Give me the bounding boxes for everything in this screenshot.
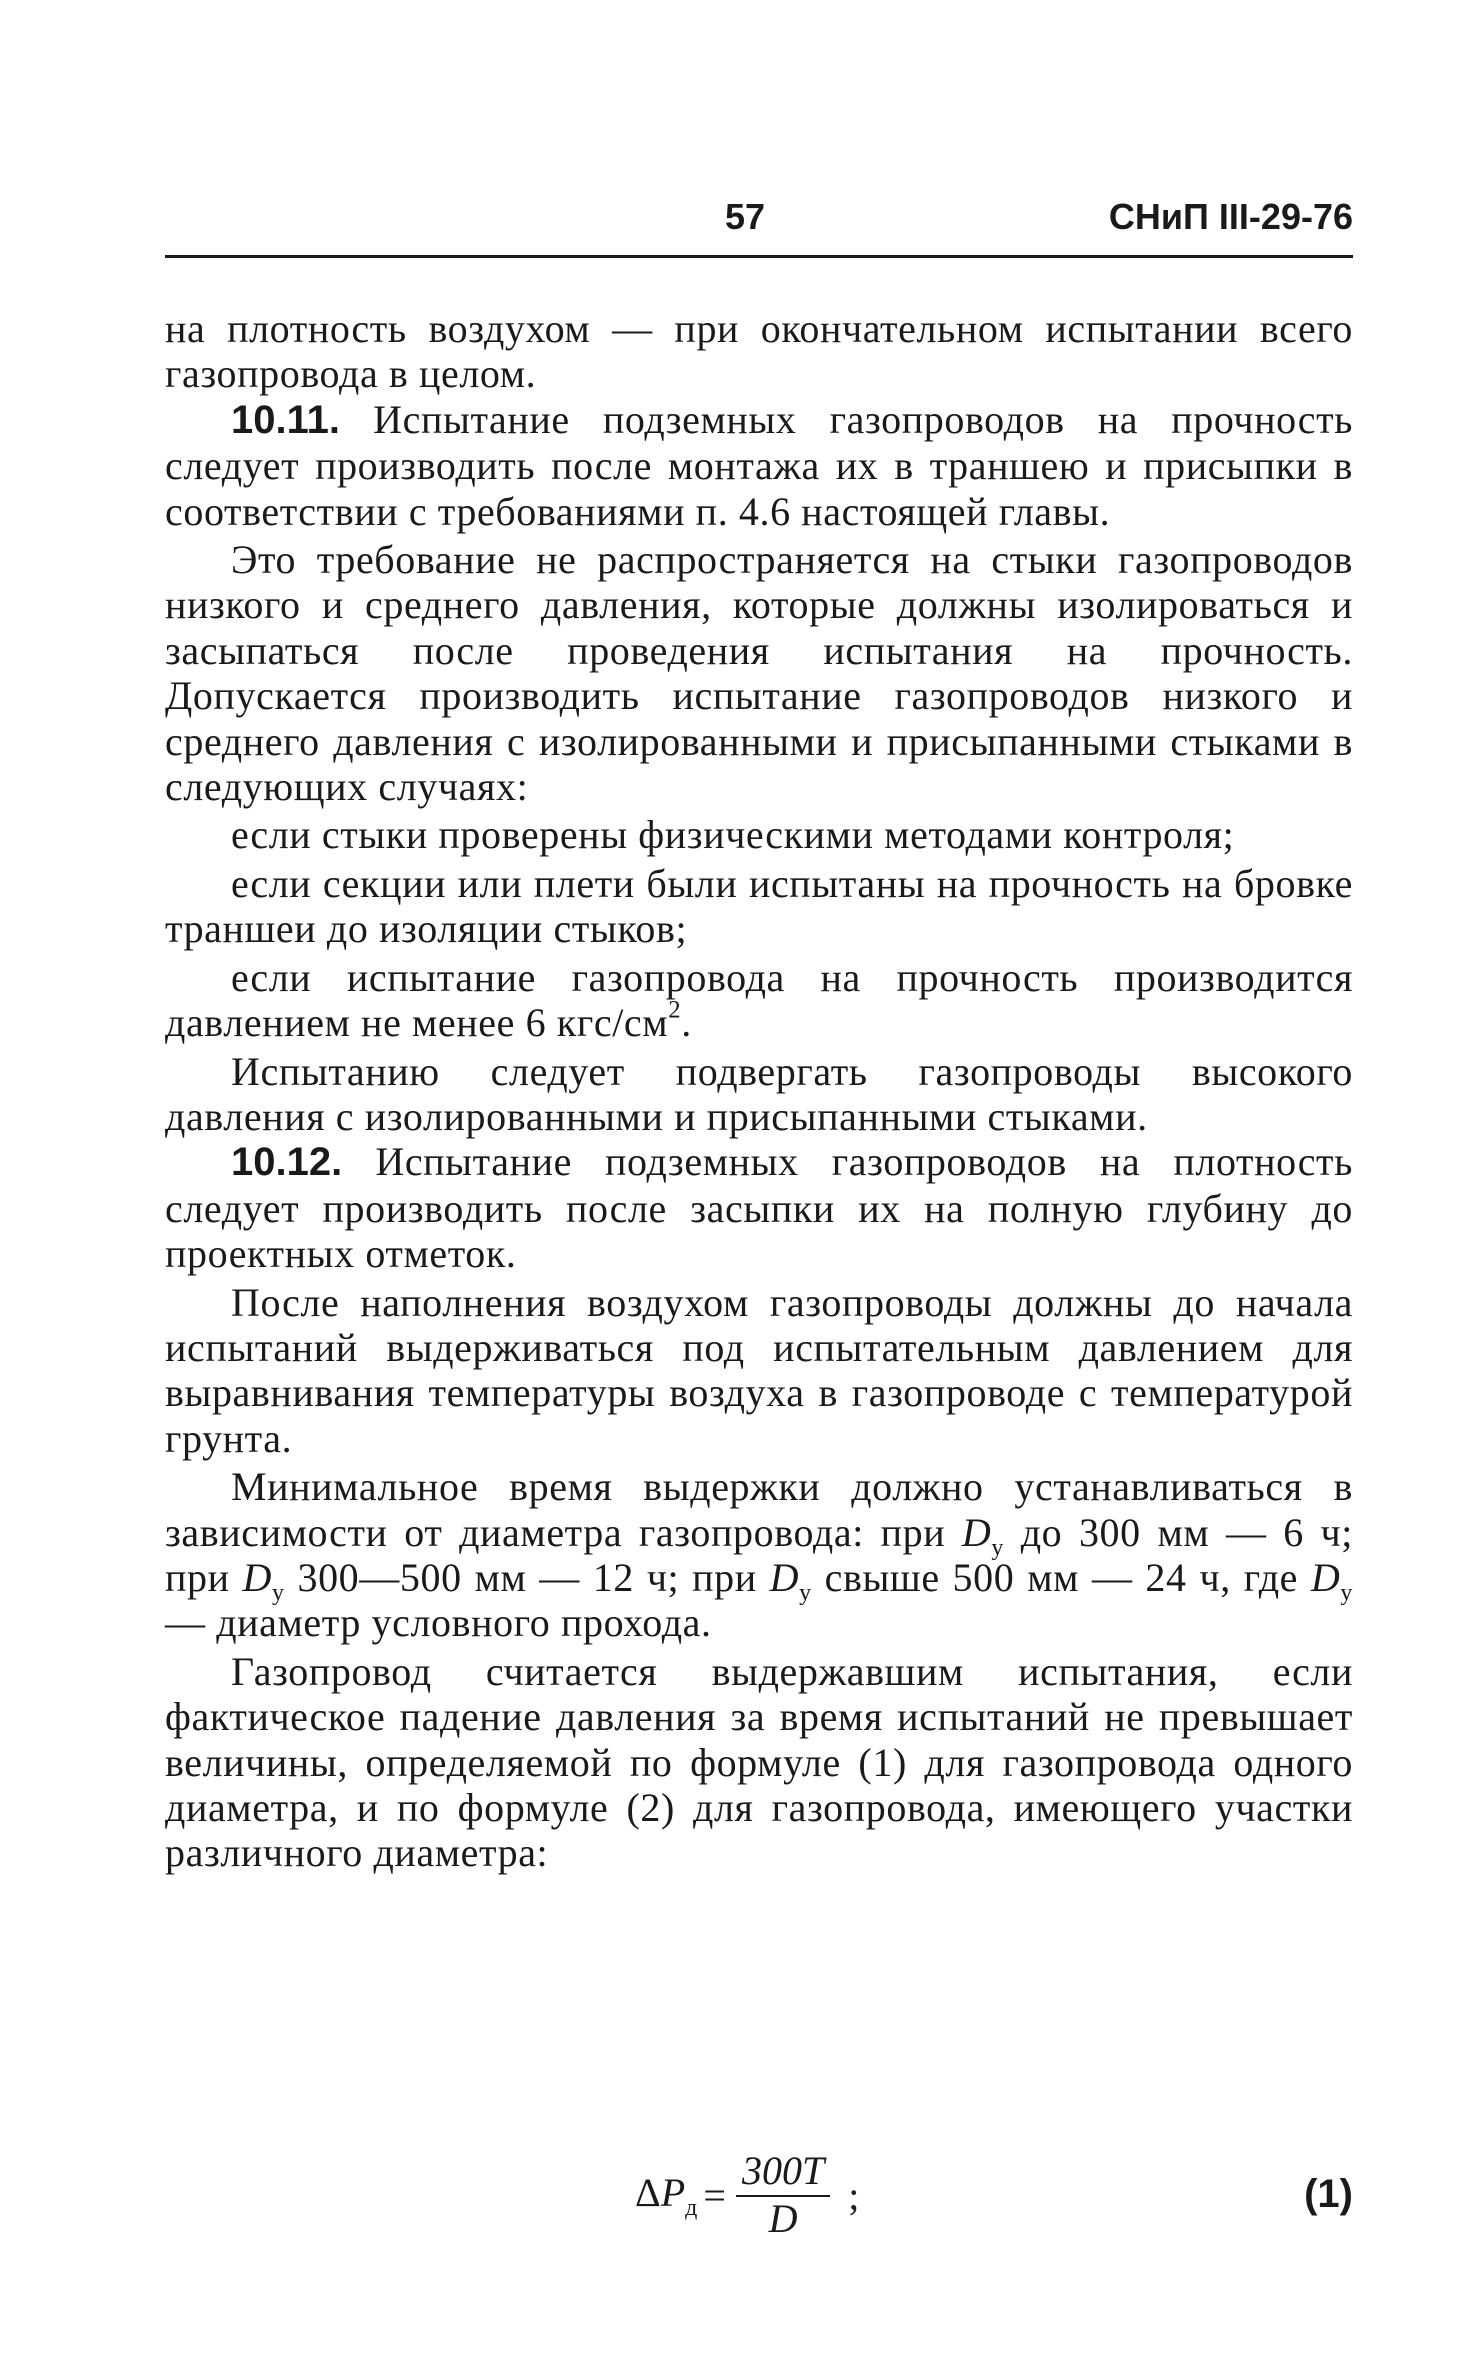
clause-text: Испытание подземных газопроводов на прочность следует производить после монтажа их в траншею и присыпки в соответствии с требованиями п. 4.6 настоящей главы. <box>165 396 1354 534</box>
document-code: СНиП III-29-76 <box>1108 196 1353 237</box>
dy-subscript: у <box>272 1579 285 1606</box>
document-body <box>165 306 1353 1876</box>
fraction-denominator: D <box>768 2196 798 2241</box>
equals-sign: = <box>703 2172 726 2218</box>
paragraph-text: Минимальное время выдержки должно устанавливаться в зависимости от диаметра газопровода: при <box>165 1464 1353 1555</box>
clause-10-11 <box>165 397 1353 534</box>
list-item-pressure-test <box>165 955 1353 1046</box>
clause-number: 10.12. <box>231 1140 343 1185</box>
dy-letter: D <box>769 1554 800 1600</box>
header-divider <box>165 255 1353 258</box>
fraction-numerator: 300T <box>736 2149 830 2197</box>
dy-subscript: у <box>1340 1579 1353 1606</box>
dy-subscript: у <box>799 1579 812 1606</box>
paragraph-requirement-exception <box>165 537 1353 809</box>
paragraph-text: Газопровод считается выдержавшим испытания, если фактическое падение давления за время испытаний не превышает величины, определяемой по формуле (1) для газопровода одного диаметра, и по формуле (2) для газопровода, имеющего участки различного диаметра: <box>165 1648 1353 1876</box>
dy-symbol <box>961 1509 1005 1561</box>
list-item-text: если стыки проверены физическими методами контроля; <box>231 812 1235 858</box>
formula-semicolon: ; <box>848 2172 860 2218</box>
list-item-text: если секции или плети были испытаны на прочность на бровке траншеи до изоляции стыков; <box>165 860 1353 952</box>
list-item-sections-tested <box>165 861 1353 952</box>
paragraph-text: Это требование не распространяется на стыки газопроводов низкого и среднего давления, которые должны изолироваться и засыпаться после проведения испытания на прочность. Допускается производить испытание газопроводов низкого и среднего давления с изолированными и присыпанными стыками в следующих случаях: <box>165 537 1353 810</box>
paragraph-text: После наполнения воздухом газопроводы должны до начала испытаний выдерживаться под испытательным давлением для выравнивания температуры воздуха в газопроводе с температурой грунта. <box>165 1279 1353 1461</box>
paragraph-air-filling <box>165 1280 1353 1462</box>
formula-row <box>165 2140 1353 2250</box>
punctuation: . <box>681 1000 692 1046</box>
clause-text: Испытание подземных газопроводов на плотность следует производить после засыпки их на полную глубину до проектных отметок. <box>165 1139 1353 1277</box>
paragraph-text: свыше 500 мм — 24 ч, где <box>811 1554 1311 1600</box>
delta-symbol: Δ <box>635 2169 661 2215</box>
paragraph-text: Испытанию следует подвергать газопроводы высокого давления с изолированными и присыпанными стыками. <box>165 1048 1353 1139</box>
paragraph-text: 300—500 мм — 12 ч; при <box>284 1554 770 1600</box>
superscript: 2 <box>668 996 682 1024</box>
formula-lhs <box>635 2169 697 2222</box>
paragraph-text: — диаметр условного прохода. <box>165 1600 712 1646</box>
paragraph-hold-time <box>165 1464 1353 1646</box>
list-item-text: если испытание газопровода на прочность производится давлением не менее 6 кгс/см <box>165 954 1353 1046</box>
dy-letter: D <box>961 1509 992 1555</box>
dy-symbol <box>769 1554 812 1606</box>
list-item-physical-control <box>165 812 1353 857</box>
paragraph-text: до 300 мм — 6 ч; при <box>165 1509 1353 1600</box>
paragraph-text: на плотность воздухом — при окончательном испытании всего газопровода в целом. <box>165 306 1353 397</box>
formula-fraction <box>736 2149 830 2241</box>
dy-letter: D <box>1310 1554 1341 1600</box>
paragraph-continuation <box>165 306 1353 397</box>
formula-number: (1) <box>1304 2172 1353 2216</box>
pressure-symbol: P <box>660 2169 686 2215</box>
paragraph-test-criteria <box>165 1649 1353 1876</box>
paragraph-high-pressure <box>165 1049 1353 1140</box>
page-number: 57 <box>725 196 766 237</box>
dy-subscript: у <box>991 1534 1005 1561</box>
clause-number: 10.11. <box>231 397 341 442</box>
formula-1 <box>635 2140 859 2250</box>
dy-symbol <box>1310 1554 1353 1606</box>
clause-10-12 <box>165 1139 1353 1276</box>
dy-symbol <box>242 1554 285 1606</box>
page-header <box>165 196 1353 256</box>
pressure-subscript: д <box>685 2194 698 2221</box>
dy-letter: D <box>242 1554 272 1600</box>
